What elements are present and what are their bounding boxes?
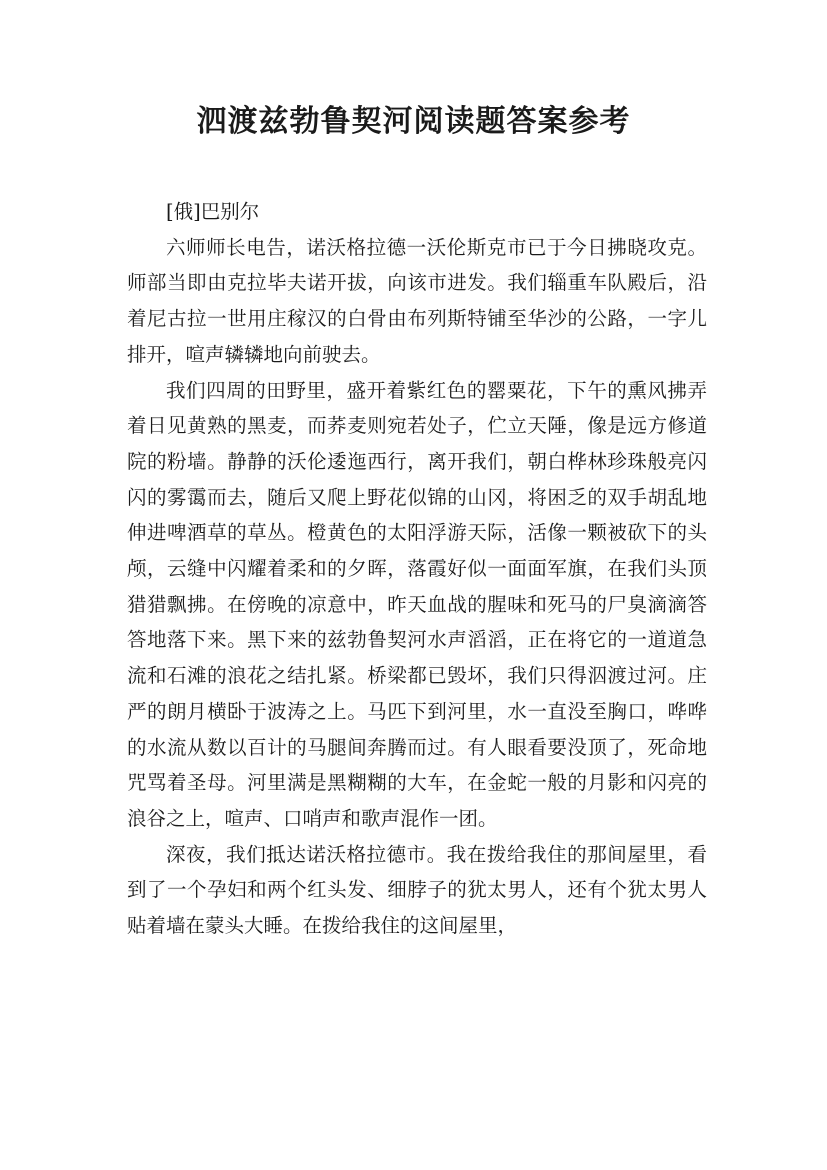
paragraph-2: 我们四周的田野里，盛开着紫红色的罂粟花，下午的熏风拂弄着日见黄熟的黑麦，而荞麦则宛若处子，伫立天陲，像是远方修道院的粉墙。静静的沃伦逶迤西行，离开我们，朝白桦林珍珠般亮闪闪的雾霭而去，随后又爬上野花似锦的山冈，将困乏的双手胡乱地伸进啤酒草的草丛。橙黄色的太阳浮游天际，活像一颗被砍下的头颅，云缝中闪耀着柔和的夕晖，落霞好似一面面军旗，在我们头顶猎猎飘拂。在傍晚的凉意中，昨天血战的腥味和死马的尸臭滴滴答答地落下来。黑下来的兹勃鲁契河水声滔滔，正在将它的一道道急流和石滩的浪花之结扎紧。桥梁都已毁坏，我们只得泅渡过河。庄严的朗月横卧于波涛之上。马匹下到河里，水一直没至胸口，哗哗的水流从数以百计的马腿间奔腾而过。有人眼看要没顶了，死命地咒骂着圣母。河里满是黑糊糊的大车，在金蛇一般的月影和闪亮的浪谷之上，喧声、口哨声和歌声混作一团。 (127, 378, 707, 830)
author-line: [俄]巴别尔 (166, 200, 260, 223)
document-body (127, 194, 707, 944)
document-title: 泗渡兹勃鲁契河阅读题答案参考 (196, 104, 631, 139)
paragraph-3: 深夜，我们抵达诺沃格拉德市。我在拨给我住的那间屋里，看到了一个孕妇和两个红头发、细脖子的犹太男人，还有个犹太男人贴着墙在蒙头大睡。在拨给我住的这间屋里， (127, 842, 707, 938)
paragraph-1: 六师师长电告，诺沃格拉德一沃伦斯克市已于今日拂晓攻克。师部当即由克拉毕夫诺开拔，向该市进发。我们辎重车队殿后，沿着尼古拉一世用庄稼汉的白骨由布列斯特铺至华沙的公路，一字儿排开，喧声辚辚地向前驶去。 (127, 235, 707, 366)
